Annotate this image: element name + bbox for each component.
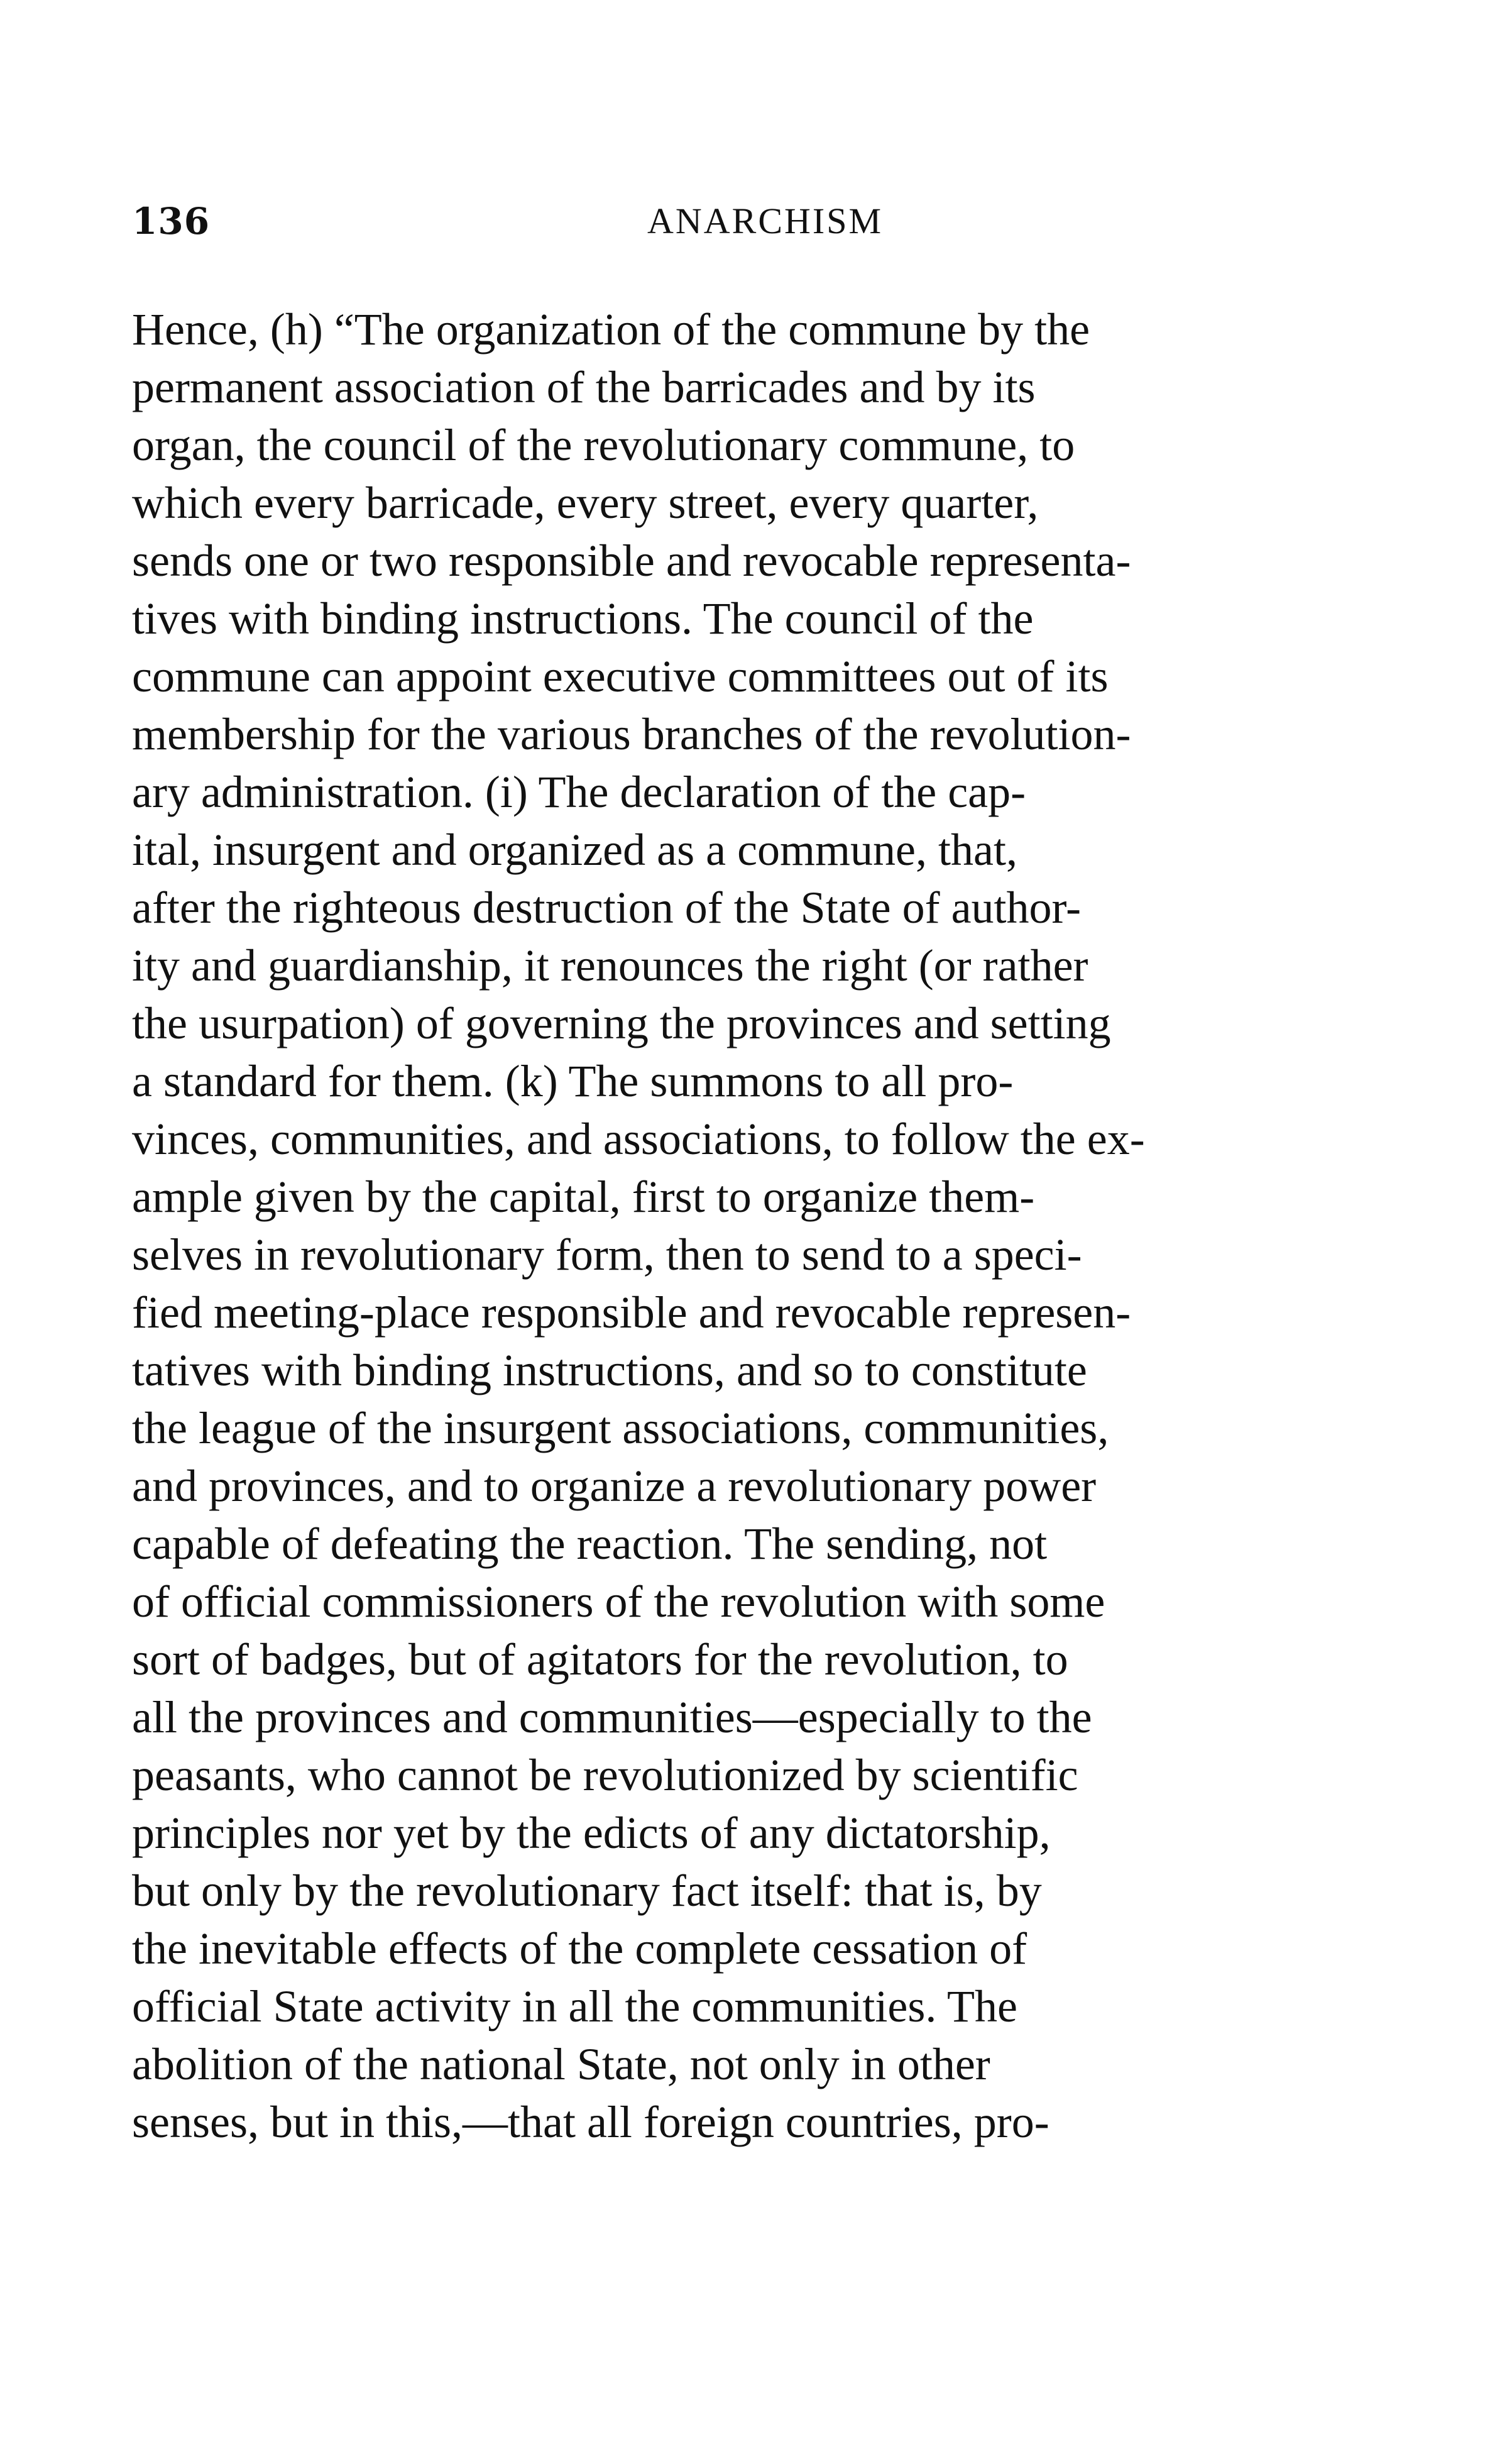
text-line: fied meeting-place responsible and revocable represen- (132, 1287, 1131, 1338)
text-line: vinces, communities, and associations, to follow the ex- (132, 1114, 1145, 1164)
body-text (132, 300, 1420, 2151)
text-line: principles nor yet by the edicts of any dictatorship, (132, 1808, 1051, 1858)
text-line: ample given by the capital, first to organize them- (132, 1172, 1035, 1222)
text-line: selves in revolutionary form, then to send to a speci- (132, 1229, 1082, 1280)
running-head (132, 200, 1389, 250)
text-line: all the provinces and communities—especially to the (132, 1692, 1092, 1742)
text-line: ity and guardianship, it renounces the right (or rather (132, 940, 1088, 991)
text-line: peasants, who cannot be revolutionized by scientific (132, 1750, 1078, 1800)
text-line: sends one or two responsible and revocable representa- (132, 536, 1131, 586)
text-line: organ, the council of the revolutionary commune, to (132, 420, 1075, 470)
text-line: the league of the insurgent associations, communities, (132, 1403, 1109, 1453)
text-line: ital, insurgent and organized as a commune, that, (132, 825, 1017, 875)
text-line: the usurpation) of governing the provinces and setting (132, 998, 1111, 1048)
text-line: ary administration. (i) The declaration of the cap- (132, 767, 1026, 817)
text-line: Hence, (h) “The organization of the commune by the (132, 304, 1090, 355)
text-line: but only by the revolutionary fact itself: that is, by (132, 1866, 1042, 1916)
text-line: tatives with binding instructions, and so to constitute (132, 1345, 1087, 1395)
text-line: of official commissioners of the revolution with some (132, 1576, 1105, 1627)
text-line: capable of defeating the reaction. The sending, not (132, 1519, 1048, 1569)
text-line: permanent association of the barricades and by its (132, 362, 1036, 412)
text-line: which every barricade, every street, every quarter, (132, 478, 1039, 528)
text-line: after the righteous destruction of the State of author- (132, 883, 1082, 933)
running-title: ANARCHISM (647, 201, 884, 241)
text-line: and provinces, and to organize a revolutionary power (132, 1461, 1097, 1511)
text-line: a standard for them. (k) The summons to all pro- (132, 1056, 1014, 1106)
text-line: official State activity in all the communities. The (132, 1981, 1017, 2032)
text-line: sort of badges, but of agitators for the revolution, to (132, 1634, 1068, 1685)
text-line: abolition of the national State, not only in other (132, 2039, 990, 2089)
text-line: senses, but in this,—that all foreign countries, pro- (132, 2097, 1049, 2147)
text-line: tives with binding instructions. The council of the (132, 593, 1034, 644)
page-number: 136 (132, 200, 211, 243)
text-line: membership for the various branches of the revolution- (132, 709, 1131, 759)
text-line: the inevitable effects of the complete cessation of (132, 1923, 1027, 1974)
text-line: commune can appoint executive committees out of its (132, 651, 1109, 701)
